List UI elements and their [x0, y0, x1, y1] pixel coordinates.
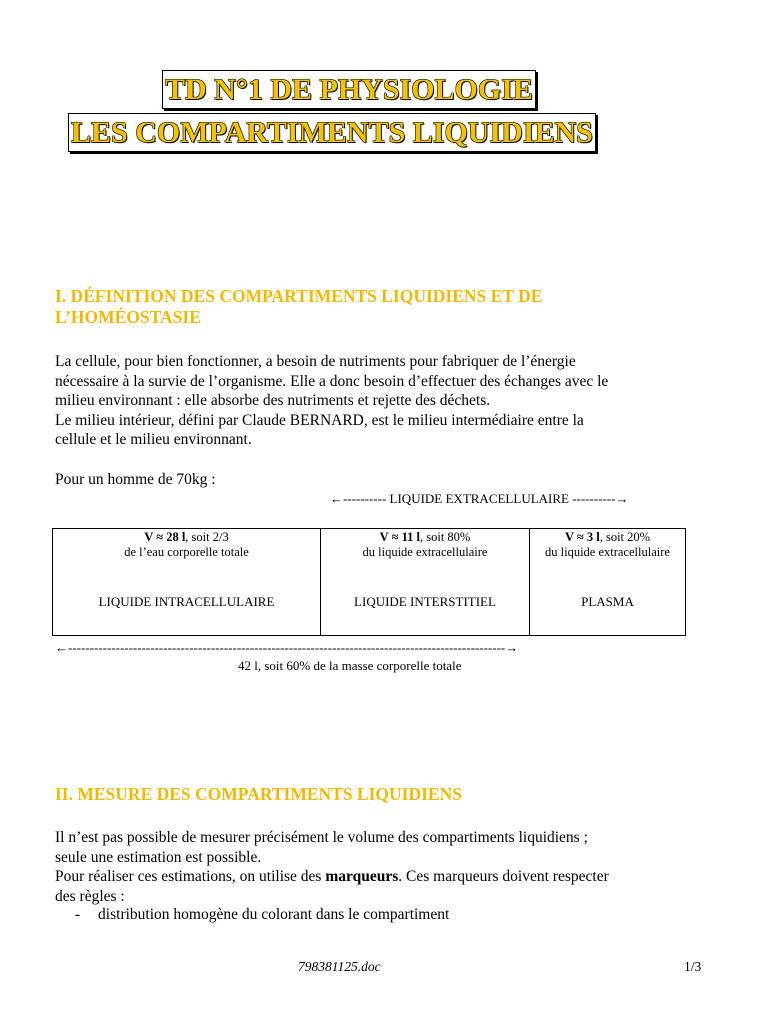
paragraph-line: seule une estimation est possible.: [55, 848, 262, 866]
paragraph-line: nécessaire à la survie de l’organisme. Elle a donc besoin d’effectuer des échanges avec le: [55, 372, 609, 390]
cell-volume: [321, 530, 529, 545]
cell-name: LIQUIDE INTERSTITIEL: [354, 594, 496, 609]
section1-paragraph: [55, 352, 725, 450]
cell-volume: [53, 530, 320, 545]
volume-ratio: , soit 2/3: [185, 530, 229, 544]
cell-intracellular: [53, 529, 320, 635]
cell-interstitial: [320, 529, 529, 635]
text-run: . Ces marqueurs doivent respecter: [398, 868, 609, 885]
footer-page-number: 1/3: [684, 959, 702, 974]
cell-volume: [530, 530, 685, 545]
cell-name: PLASMA: [581, 594, 634, 609]
cell-plasma: [529, 529, 685, 635]
cell-subtitle: du liquide extracellulaire: [545, 545, 670, 559]
total-note: 42 l, soit 60% de la masse corporelle totale: [238, 658, 462, 673]
bullet-dash: -: [75, 906, 81, 923]
section2-paragraph: [55, 828, 725, 906]
paragraph-line: milieu environnant : elle absorbe des nutriments et rejette des déchets.: [55, 392, 491, 409]
paragraph-line: La cellule, pour bien fonctionner, a besoin de nutriments pour fabriquer de l’énergie: [55, 353, 576, 370]
volume-ratio: , soit 20%: [599, 530, 651, 544]
cell-subtitle: du liquide extracellulaire: [362, 545, 488, 559]
total-arrow: ←-----------------------------------------------------------------------------------------------------→: [55, 640, 519, 655]
compartments-table: [52, 528, 686, 636]
section1-heading-line2: L’HOMÉOSTASIE: [55, 307, 201, 327]
volume-value: V ≈ 3 l: [564, 530, 600, 544]
paragraph-line: des règles :: [55, 887, 125, 905]
keyword-markers: marqueurs: [325, 868, 399, 885]
section1-heading-line1: I. DÉFINITION DES COMPARTIMENTS LIQUIDIENS ET DE: [55, 286, 543, 306]
paragraph-line: cellule et le milieu environnant.: [55, 431, 252, 448]
volume-ratio: , soit 80%: [419, 530, 471, 544]
volume-value: V ≈ 11 l: [379, 530, 420, 544]
paragraph-line: [55, 867, 725, 887]
cell-subtitle: de l’eau corporelle totale: [124, 545, 249, 559]
document-title-line1: TD N°1 DE PHYSIOLOGIE: [162, 70, 536, 109]
section2-heading: II. MESURE DES COMPARTIMENTS LIQUIDIENS: [55, 784, 462, 804]
bullet-text: distribution homogène du colorant dans le compartiment: [98, 906, 450, 923]
text-run: Pour réaliser ces estimations, on utilise des: [55, 868, 326, 885]
bullet-item: [75, 906, 449, 924]
extracellular-arrow: ←---------- LIQUIDE EXTRACELLULAIRE ----------→: [330, 491, 629, 506]
section1-heading: [55, 286, 542, 328]
paragraph-line: Le milieu intérieur, défini par Claude BERNARD, est le milieu intermédiaire entre la: [55, 411, 584, 429]
intro-line: Pour un homme de 70kg :: [55, 471, 216, 488]
paragraph-line: Il n’est pas possible de mesurer précisément le volume des compartiments liquidiens ;: [55, 829, 588, 846]
volume-value: V ≈ 28 l: [144, 530, 186, 544]
footer-filename: 798381125.doc: [298, 959, 381, 974]
document-title-line2: LES COMPARTIMENTS LIQUIDIENS: [68, 113, 596, 152]
cell-name: LIQUIDE INTRACELLULAIRE: [98, 594, 275, 609]
